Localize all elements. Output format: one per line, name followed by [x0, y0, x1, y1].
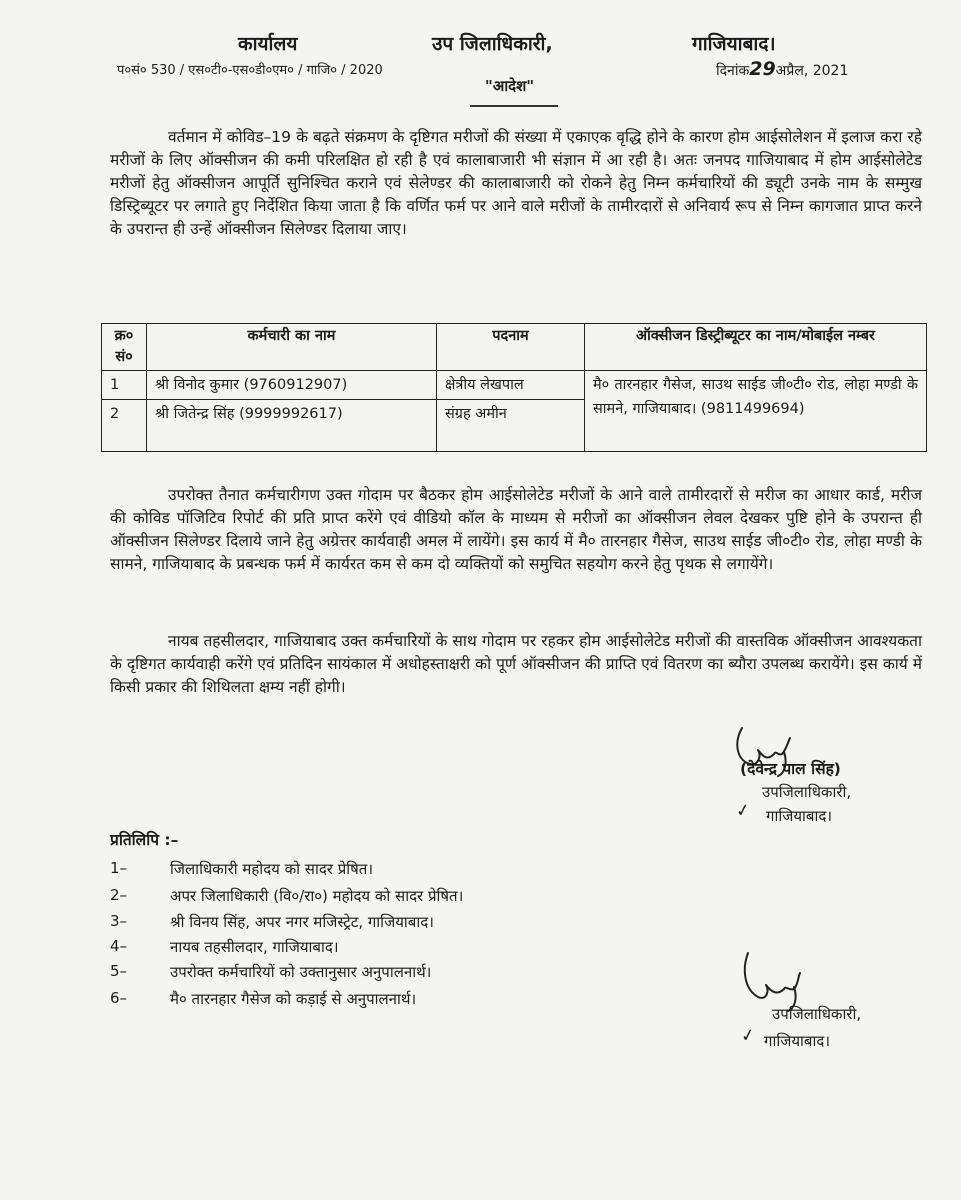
copy-item-text: उपरोक्त कर्मचारियों को उक्तानुसार अनुपालनार्थ।	[170, 963, 432, 981]
row-serial: 2	[102, 400, 147, 452]
copy-item-number: 2–	[110, 886, 128, 904]
authority-heading: उप जिलाधिकारी,	[432, 33, 553, 55]
copy-item-text: मै० तारनहार गैसेज को कड़ाई से अनुपालनार्थ।	[170, 990, 417, 1008]
intro-paragraph: वर्तमान में कोविड–19 के बढ़ते संक्रमण के दृष्टिगत मरीजों की संख्या में एकाएक वृद्धि होने के कारण होम आईसोलेशन में इलाज करा रहे मरीजों के लिए ऑक्सीजन की कमी परिलक्षित हो रही है एवं कालाबाजारी भी संज्ञान में आ रही है। अतः जनपद गाजियाबाद में होम आईसोलेटेड मरीजों हेतु ऑक्सीजन आपूर्ति सुनिश्चित कराने एवं सेलेण्डर की कालाबाजारी को रोकने हेतु निम्न कर्मचारियों की ड्यूटी उनके नाम के सम्मुख डिस्ट्रिब्यूटर पर लगाते हुए निर्देशित किया जाता है कि वर्णित फर्म पर आने वाले मरीजों के तामीरदारों से अनिवार्य रूप से निम्न कागजात प्राप्त करने के उपरान्त ही उन्हें ऑक्सीजन सिलेण्डर दिलाया जाए।	[110, 128, 922, 238]
date-day: 29	[749, 58, 776, 80]
copy-item-text: जिलाधिकारी महोदय को सादर प्रेषित।	[170, 860, 374, 878]
order-title: "आदेश"	[485, 77, 535, 95]
header-employee-name: कर्मचारी का नाम	[147, 324, 437, 371]
date-rest: अप्रैल, 2021	[775, 63, 849, 79]
order-date	[716, 58, 848, 80]
copy-item-text: श्री विनय सिंह, अपर नगर मजिस्ट्रेट, गाजियाबाद।	[170, 913, 434, 931]
row-serial: 1	[102, 371, 147, 400]
signatory-designation: उपजिलाधिकारी,	[762, 783, 852, 801]
signatory-place-2: गाजियाबाद।	[764, 1032, 831, 1050]
header-serial: क्र० सं०	[102, 324, 147, 371]
date-prefix: दिनांक	[716, 63, 750, 79]
header-distributor: ऑक्सीजन डिस्ट्रीब्यूटर का नाम/मोबाईल नम्बर	[585, 324, 927, 371]
distributor-duty-table	[101, 323, 927, 452]
copy-item-number: 6–	[110, 989, 128, 1007]
tick-mark-icon: ✓	[734, 799, 752, 823]
copy-item-number: 4–	[110, 937, 128, 955]
row-employee-name: श्री जितेन्द्र सिंह (9999992617)	[147, 400, 437, 452]
copy-item-number: 1–	[110, 859, 128, 877]
copy-item-text: अपर जिलाधिकारी (वि०/रा०) महोदय को सादर प्रेषित।	[170, 887, 464, 905]
place-heading: गाजियाबाद।	[692, 33, 776, 55]
table-row	[102, 371, 927, 400]
copy-to-heading: प्रतिलिपि :–	[110, 831, 179, 849]
signatory-place: गाजियाबाद।	[766, 807, 833, 825]
copy-item-number: 5–	[110, 962, 128, 980]
row-employee-name: श्री विनोद कुमार (9760912907)	[147, 371, 437, 400]
signatory-designation-2: उपजिलाधिकारी,	[772, 1005, 862, 1023]
copy-item-number: 3–	[110, 912, 128, 930]
signatory-name: (देवेन्द्र पाल सिंह)	[740, 760, 841, 778]
tick-mark-icon: ✓	[739, 1024, 757, 1048]
row-designation: संग्रह अमीन	[437, 400, 585, 452]
row-designation: क्षेत्रीय लेखपाल	[437, 371, 585, 400]
table-header-row	[102, 324, 927, 371]
header-designation: पदनाम	[437, 324, 585, 371]
distributor-cell: मै० तारनहार गैसेज, साउथ साईड जी०टी० रोड, लोहा मण्डी के सामने, गाजियाबाद। (9811499694)	[585, 371, 927, 452]
letter-reference: प०सं० 530 / एस०टी०-एस०डी०एम० / गाजि० / 2020	[117, 63, 383, 78]
title-underline	[470, 105, 558, 107]
office-heading: कार्यालय	[238, 33, 298, 55]
copy-item-text: नायब तहसीलदार, गाजियाबाद।	[170, 938, 339, 956]
instructions-paragraph: उपरोक्त तैनात कर्मचारीगण उक्त गोदाम पर बैठकर होम आईसोलेटेड मरीजों के आने वाले तामीरदारों से मरीज का आधार कार्ड, मरीज की कोविड पॉजिटिव रिपोर्ट की प्रति प्राप्त करेंगे एवं वीडियो कॉल के माध्यम से मरीजों का ऑक्सीजन लेवल देखकर पुष्टि होने के उपरान्त ही ऑक्सीजन सिलेण्डर दिलाये जाने हेतु अग्रेत्तर कार्यवाही अमल में लायेंगे। इस कार्य में मै० तारनहार गैसेज, साउथ साईड जी०टी० रोड, लोहा मण्डी के सामने, गाजियाबाद के प्रबन्धक फर्म में कार्यरत कम से कम दो व्यक्तियों को समुचित सहयोग करने हेतु पृथक से लगायेंगे।	[110, 486, 922, 573]
tehsildar-paragraph: नायब तहसीलदार, गाजियाबाद उक्त कर्मचारियों के साथ गोदाम पर रहकर होम आईसोलेटेड मरीजों की वास्तविक ऑक्सीजन आवश्यकता के दृष्टिगत कार्यवाही करेंगे एवं प्रतिदिन सायंकाल में अधोहस्ताक्षरी को पूर्ण ऑक्सीजन की प्राप्ति एवं वितरण का ब्यौरा उपलब्ध करायेंगे। इस कार्य में किसी प्रकार की शिथिलता क्षम्य नहीं होगी।	[110, 632, 922, 696]
